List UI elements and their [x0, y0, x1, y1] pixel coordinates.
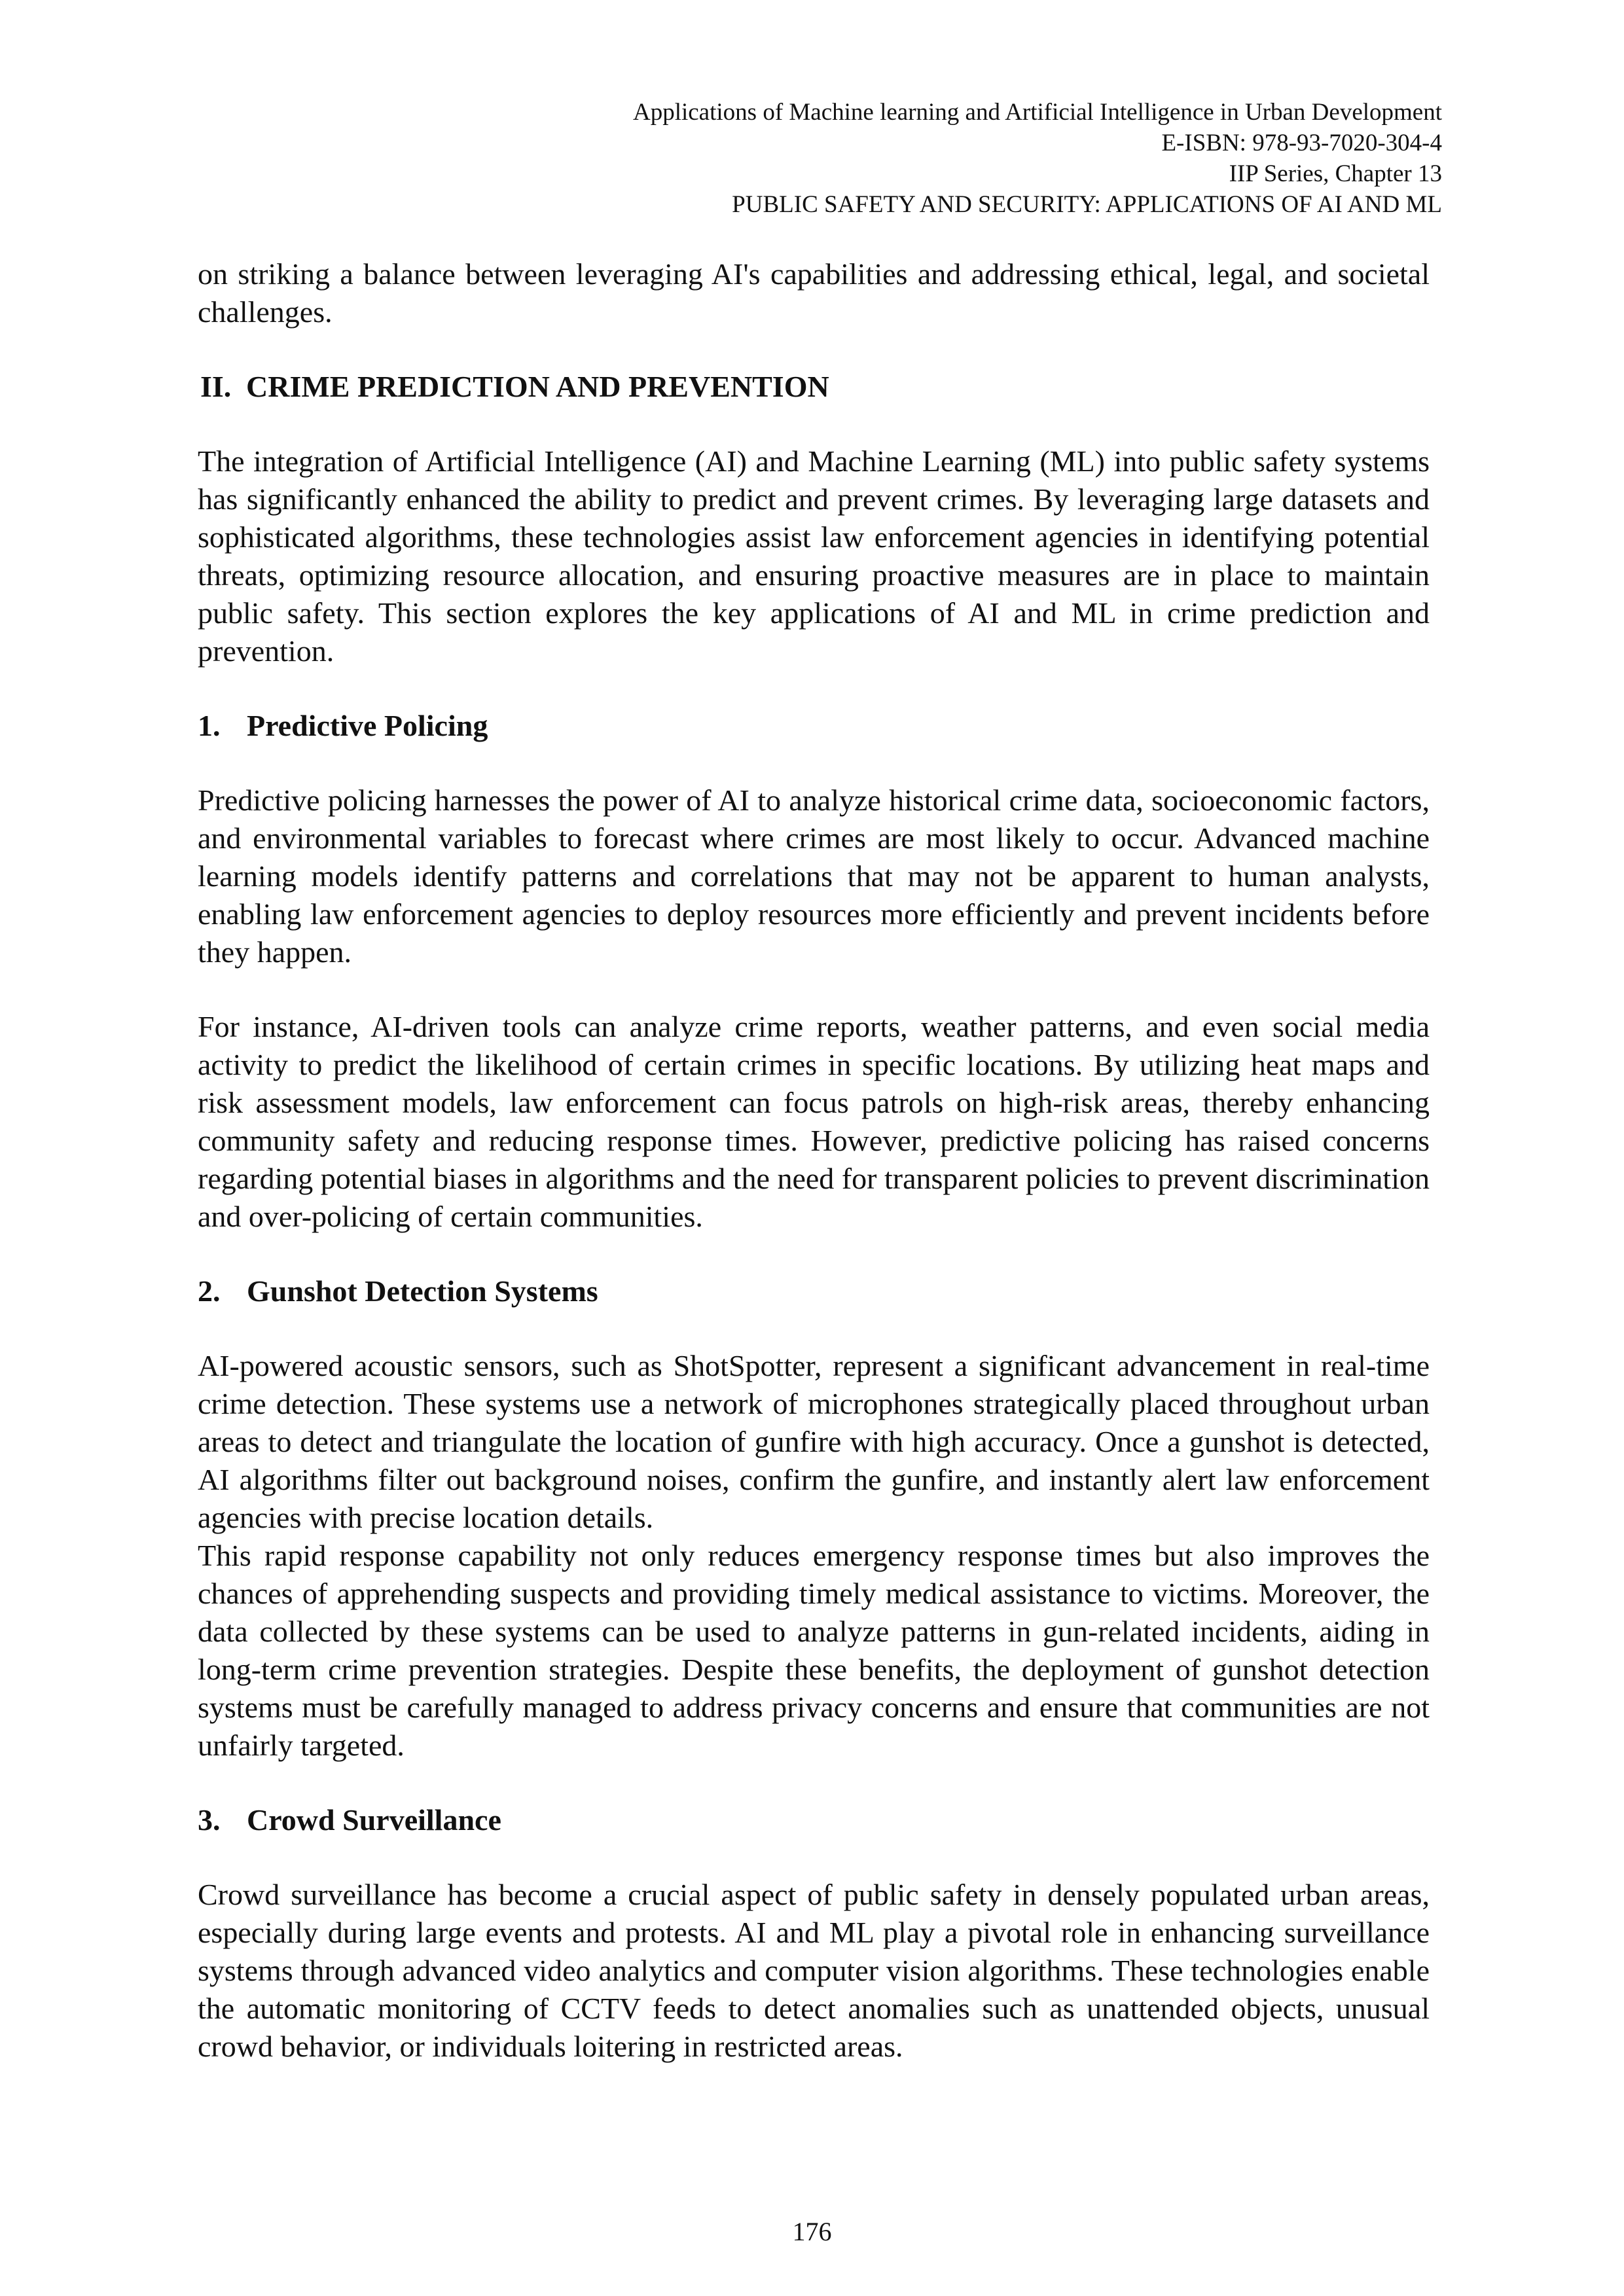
gunshot-detection-paragraph-2: This rapid response capability not only reduces emergency response times but also improves the chances of apprehending suspects and providing timely medical assistance to victims. Moreover, the data collected by these systems can be used to analyze patterns in gun-related incidents, aiding in long-term crime prevention strategies. Despite these benefits, the deployment of gunshot detection systems must be carefully managed to address privacy concerns and ensure that communities are not unfairly targeted.: [198, 1539, 1430, 1762]
subsection-title: Gunshot Detection Systems: [247, 1274, 598, 1308]
section-title: CRIME PREDICTION AND PREVENTION: [246, 370, 829, 403]
header-isbn: E-ISBN: 978-93-7020-304-4: [1161, 130, 1442, 156]
page-body: [198, 255, 1430, 2066]
section-number: II.: [200, 370, 232, 403]
gunshot-detection-paragraph-1: AI-powered acoustic sensors, such as ShotSpotter, represent a significant advancement in real-time crime detection. These systems use a network of microphones strategically placed throughout urban areas to detect and triangulate the location of gunfire with high accuracy. Once a gunshot is detected, AI algorithms filter out background noises, confirm the gunfire, and instantly alert law enforcement agencies with precise location details.: [198, 1349, 1430, 1534]
subsection-heading-gunshot-detection: [198, 1272, 1430, 1310]
subsection-heading-crowd-surveillance: [198, 1801, 1430, 1839]
subsection-number: 3.: [198, 1803, 221, 1837]
intro-continuation-paragraph: on striking a balance between leveraging AI's capabilities and addressing ethical, legal, and societal challenges.: [198, 257, 1430, 329]
subsection-title: Crowd Surveillance: [247, 1803, 501, 1837]
crowd-surveillance-paragraph-1: Crowd surveillance has become a crucial aspect of public safety in densely populated urban areas, especially during large events and protests. AI and ML play a pivotal role in enhancing surveillance systems through advanced video analytics and computer vision algorithms. These technologies enable the automatic monitoring of CCTV feeds to detect anomalies such as unattended objects, unusual crowd behavior, or individuals loitering in restricted areas.: [198, 1878, 1430, 2063]
subsection-number: 1.: [198, 709, 221, 742]
header-chapter-title: PUBLIC SAFETY AND SECURITY: APPLICATIONS OF AI AND ML: [732, 191, 1442, 218]
header-book-title: Applications of Machine learning and Artificial Intelligence in Urban Development: [632, 99, 1442, 126]
section-heading: [198, 368, 1430, 406]
subsection-title: Predictive Policing: [247, 709, 488, 742]
subsection-number: 2.: [198, 1274, 221, 1308]
section-paragraph: The integration of Artificial Intelligence (AI) and Machine Learning (ML) into public safety systems has significantly enhanced the ability to predict and prevent crimes. By leveraging large datasets and sophisticated algorithms, these technologies assist law enforcement agencies in identifying potential threats, optimizing resource allocation, and ensuring proactive measures are in place to maintain public safety. This section explores the key applications of AI and ML in crime prediction and prevention.: [198, 444, 1430, 668]
page-number: 176: [792, 2217, 832, 2246]
header-series-chapter: IIP Series, Chapter 13: [1229, 160, 1442, 187]
predictive-policing-paragraph-1: Predictive policing harnesses the power of AI to analyze historical crime data, socioeconomic factors, and environmental variables to forecast where crimes are most likely to occur. Advanced machine learning models identify patterns and correlations that may not be apparent to human analysts, enabling law enforcement agencies to deploy resources more efficiently and prevent incidents before they happen.: [198, 783, 1430, 969]
subsection-heading-predictive-policing: [198, 707, 1430, 745]
predictive-policing-paragraph-2: For instance, AI-driven tools can analyze crime reports, weather patterns, and even social media activity to predict the likelihood of certain crimes in specific locations. By utilizing heat maps and risk assessment models, law enforcement can focus patrols on high-risk areas, thereby enhancing community safety and reducing response times. However, predictive policing has raised concerns regarding potential biases in algorithms and the need for transparent policies to prevent discrimination and over-policing of certain communities.: [198, 1010, 1430, 1233]
running-header: [329, 97, 1442, 220]
